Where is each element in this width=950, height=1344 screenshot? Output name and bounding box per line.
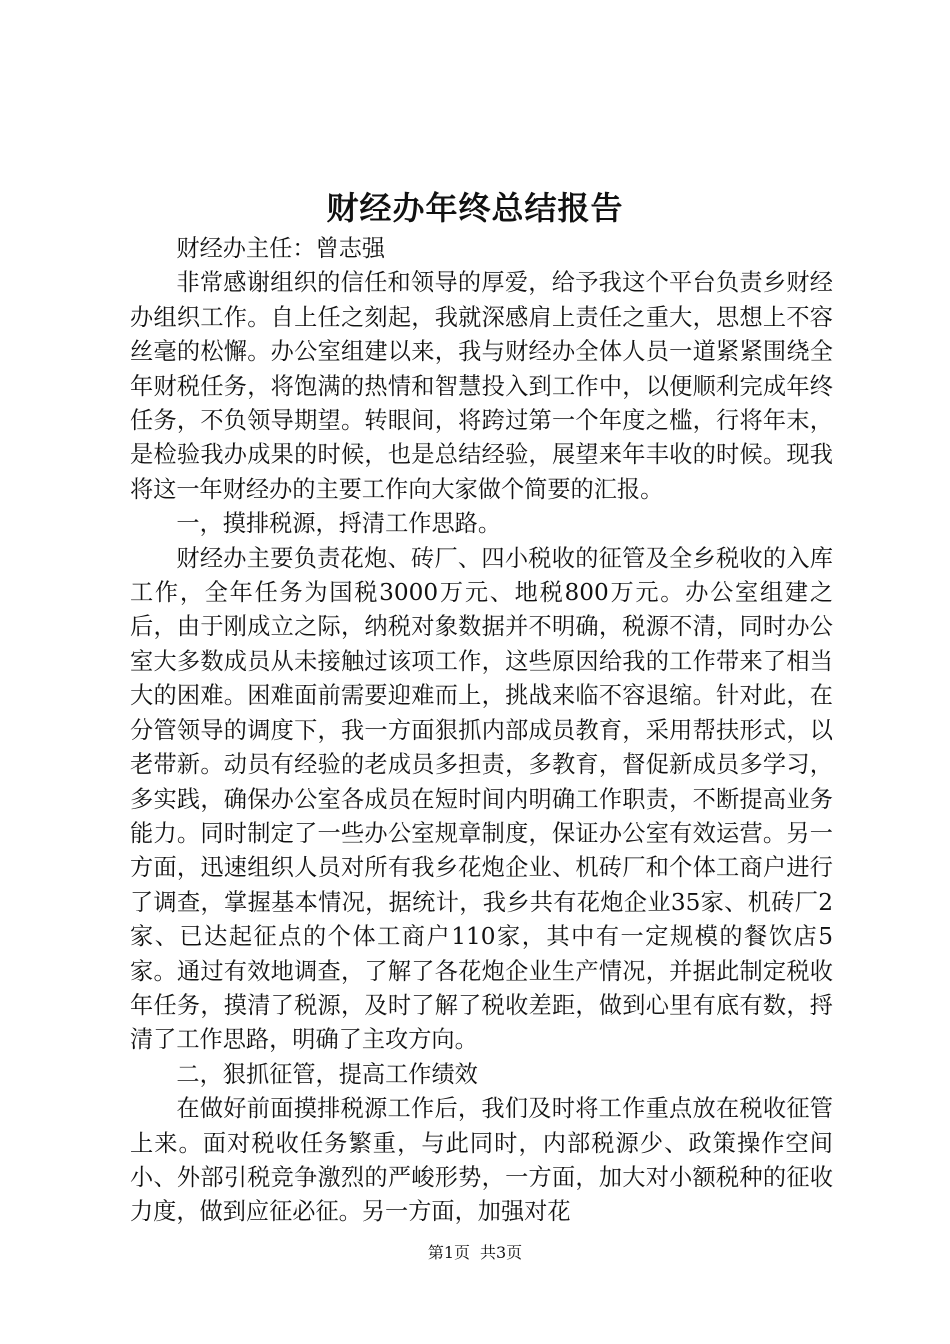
paragraph-section-2: 在做好前面摸排税源工作后，我们及时将工作重点放在税收征管上来。面对税收任务繁重，与此同时，内部税源少、政策操作空间小、外部引税竞争激烈的严峻形势，一方面，加大对小额税种的征收力度，做到应征必征。另一方面，加强对花 [130, 1095, 833, 1226]
page-total: 共3页 [480, 1243, 523, 1262]
paragraph-intro: 非常感谢组织的信任和领导的厚爱，给予我这个平台负责乡财经办组织工作。自上任之刻起，我就深感肩上责任之重大，思想上不容丝毫的松懈。办公室组建以来，我与财经办全体人员一道紧紧围绕全年财税任务，将饱满的热情和智慧投入到工作中，以便顺利完成年终任务，不负领导期望。转眼间，将跨过第一个年度之槛，行将年末，是检验我办成果的时候，也是总结经验，展望来年丰收的时候。现我将这一年财经办的主要工作向大家做个简要的汇报。 [130, 269, 833, 503]
page-footer [0, 1241, 950, 1265]
section-heading-2: 二，狠抓征管，提高工作绩效 [176, 1060, 478, 1088]
author-line: 财经办主任：曾志强 [176, 235, 386, 262]
document-title: 财经办年终总结报告 [326, 189, 624, 227]
document-body [130, 232, 833, 1230]
page-number: 第1页 [427, 1243, 470, 1262]
paragraph-section-1: 财经办主要负责花炮、砖厂、四小税收的征管及全乡税收的入库工作，全年任务为国税3000万元、地税800万元。办公室组建之后，由于刚成立之际，纳税对象数据并不明确，税源不清，同时办公室大多数成员从未接触过该项工作，这些原因给我的工作带来了相当大的困难。困难面前需要迎难而上，挑战来临不容退缩。针对此，在分管领导的调度下，我一方面狠抓内部成员教育，采用帮扶形式，以老带新。动员有经验的老成员多担责，多教育，督促新成员多学习，多实践，确保办公室各成员在短时间内明确工作职责，不断提高业务能力。同时制定了一些办公室规章制度，保证办公室有效运营。另一方面，迅速组织人员对所有我乡花炮企业、机砖厂和个体工商户进行了调查，掌握基本情况，据统计，我乡共有花炮企业35家、机砖厂2家、已达起征点的个体工商户110家，其中有一定规模的餐饮店5家。通过有效地调查，了解了各花炮企业生产情况，并据此制定税收年任务，摸清了税源，及时了解了税收差距，做到心里有底有数，捋清了工作思路，明确了主攻方向。 [130, 544, 833, 1054]
section-heading-1: 一，摸排税源，捋清工作思路。 [176, 510, 502, 538]
